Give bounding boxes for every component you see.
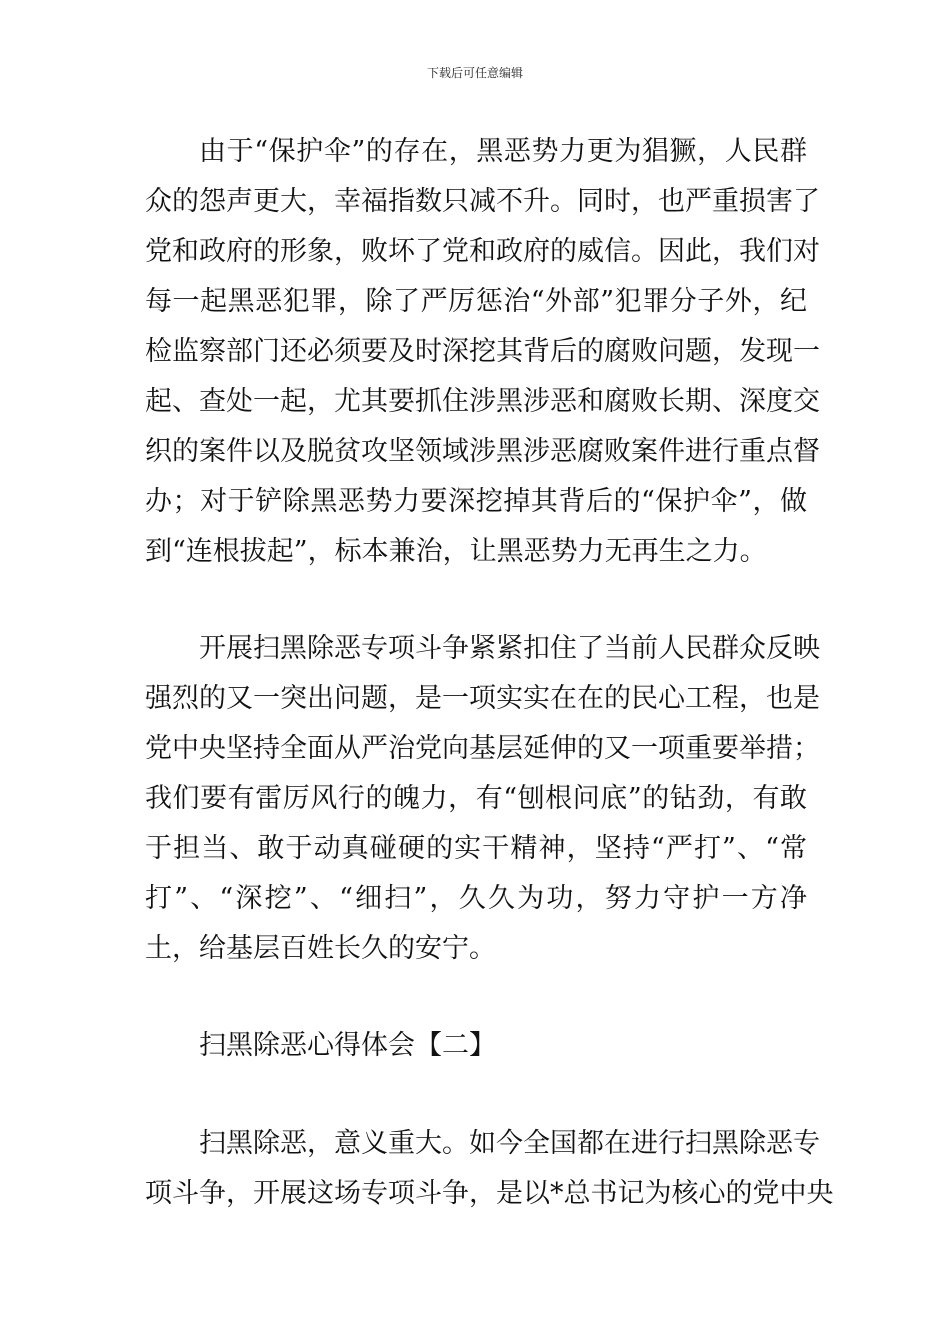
paragraph-1-line-2: 众的怨声更大，幸福指数只减不升。同时，也严重损害了 xyxy=(145,186,820,217)
paragraph-1-line-6: 起、查处一起，尤其要抓住涉黑涉恶和腐败长期、深度交 xyxy=(145,386,820,417)
paragraph-1-line-5: 检监察部门还必须要及时深挖其背后的腐败问题，发现一 xyxy=(145,336,820,367)
paragraph-1-line-9: 到“连根拔起”，标本兼治，让黑恶势力无再生之力。 xyxy=(145,536,767,567)
paragraph-1-line-3: 党和政府的形象，败坏了党和政府的威信。因此，我们对 xyxy=(145,236,820,267)
paragraph-2-line-1: 开展扫黑除恶专项斗争紧紧扣住了当前人民群众反映 xyxy=(199,633,820,664)
paragraph-3-line-2: 项斗争，开展这场专项斗争，是以*总书记为核心的党中央 xyxy=(145,1178,834,1209)
paragraph-1-line-8: 办；对于铲除黑恶势力要深挖掉其背后的“保护伞”，做 xyxy=(145,486,807,517)
paragraph-3-line-1: 扫黑除恶，意义重大。如今全国都在进行扫黑除恶专 xyxy=(199,1128,820,1159)
paragraph-2-line-6: 打”、“深挖”、“细扫”，久久为功，努力守护一方净 xyxy=(145,883,807,914)
paragraph-2-line-5: 于担当、敢于动真碰硬的实干精神，坚持“严打”、“常 xyxy=(145,833,807,864)
paragraph-2-line-2: 强烈的又一突出问题，是一项实实在在的民心工程，也是 xyxy=(145,683,820,714)
section-heading: 扫黑除恶心得体会【二】 xyxy=(199,1030,496,1061)
paragraph-2-line-4: 我们要有雷厉风行的魄力，有“刨根问底”的钻劲，有敢 xyxy=(145,783,807,814)
paragraph-1-line-4: 每一起黑恶犯罪，除了严厉惩治“外部”犯罪分子外，纪 xyxy=(145,286,807,317)
paragraph-2-line-7: 土，给基层百姓长久的安宁。 xyxy=(145,933,496,964)
paragraph-1-line-1: 由于“保护伞”的存在，黑恶势力更为猖獗，人民群 xyxy=(199,136,807,167)
page-header: 下载后可任意编辑 xyxy=(426,66,523,80)
paragraph-1-line-7: 织的案件以及脱贫攻坚领域涉黑涉恶腐败案件进行重点督 xyxy=(145,436,820,467)
paragraph-2-line-3: 党中央坚持全面从严治党向基层延伸的又一项重要举措； xyxy=(145,733,820,764)
